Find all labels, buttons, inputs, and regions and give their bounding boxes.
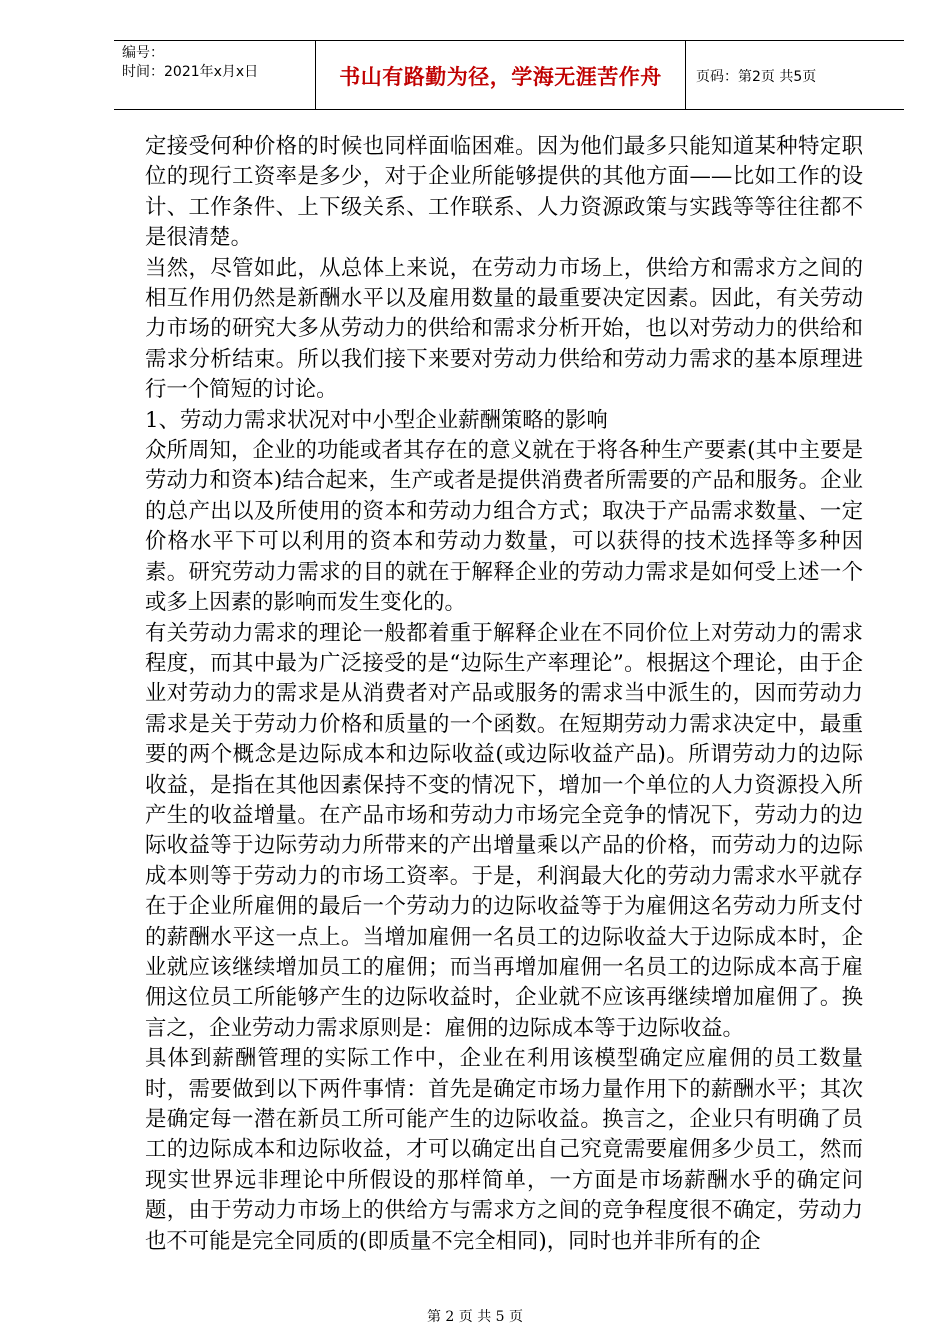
- document-number: 编号：: [122, 45, 164, 61]
- paragraph: 有关劳动力需求的理论一般都着重于解释企业在不同价位上对劳动力的需求程度，而其中最为广泛接受的是“边际生产率理论”。根据这个理论，由于企业对劳动力的需求是从消费者对产品或服务的需求当中派生的，因而劳动力需求是关于劳动力价格和质量的一个函数。在短期劳动力需求决定中，最重要的两个概念是边际成本和边际收益(或边际收益产品)。所谓劳动力的边际收益，是指在其他因素保持不变的情况下，增加一个单位的人力资源投入所产生的收益增量。在产品市场和劳动力市场完全竞争的情况下，劳动力的边际收益等于边际劳动力所带来的产出增量乘以产品的价格，而劳动力的边际成本则等于劳动力的市场工资率。于是，利润最大化的劳动力需求水平就存在于企业所雇佣的最后一个劳动力的边际收益等于为雇佣这名劳动力所支付的薪酬水平这一点上。当增加雇佣一名员工的边际收益大于边际成本时，企业就应该继续增加员工的雇佣；而当再增加雇佣一名员工的边际成本高于雇佣这位员工所能够产生的边际收益时，企业就不应该再继续增加雇佣了。换言之，企业劳动力需求原则是：雇佣的边际成本等于边际收益。: [145, 620, 863, 1041]
- paragraph: 具体到薪酬管理的实际工作中，企业在利用该模型确定应雇佣的员工数量时，需要做到以下两件事情：首先是确定市场力量作用下的薪酬水平；其次是确定每一潜在新员工所可能产生的边际收益。换言之，企业只有明确了员工的边际成本和边际收益，才可以确定出自己究竟需要雇佣多少员工，然而现实世界远非理论中所假设的那样简单，一方面是市场薪酬水乎的确定问题，由于劳动力市场上的供给方与需求方之间的竞争程度很不确定，劳动力也不可能是完全同质的(即质量不完全相同)，同时也并非所有的企: [145, 1046, 863, 1254]
- header-page-info: 页码：第2页 共5页: [696, 69, 817, 85]
- paragraph: 定接受何种价格的时候也同样面临困难。因为他们最多只能知道某种特定职位的现行工资率是多少，对于企业所能够提供的其他方面——比如工作的设计、工作条件、上下级关系、工作联系、人力资源政策与实践等等往往都不是很清楚。: [145, 134, 863, 251]
- page-footer: 第 2 页 共 5 页: [426, 1309, 524, 1325]
- page-header: [114, 40, 904, 110]
- header-meta: [114, 41, 316, 109]
- document-body: [145, 132, 863, 1257]
- paragraph: 当然，尽管如此，从总体上来说，在劳动力市场上，供给方和需求方之间的相互作用仍然是新酬水平以及雇用数量的最重要决定因素。因此，有关劳动力市场的研究大多从劳动力的供给和需求分析开始，也以对劳动力的供给和需求分析结束。所以我们接下来要对劳动力供给和劳动力需求的基本原理进行一个简短的讨论。: [145, 255, 863, 403]
- document-date: 时间：2021年x月x日: [122, 64, 259, 80]
- section-heading: 1、劳动力需求状况对中小型企业薪酬策略的影响: [145, 407, 608, 433]
- header-motto: 书山有路勤为径，学海无涯苦作舟: [316, 41, 686, 109]
- paragraph: 众所周知，企业的功能或者其存在的意义就在于将各种生产要素(其中主要是劳动力和资本)结合起来，生产或者是提供消费者所需要的产品和服务。企业的总产出以及所使用的资本和劳动力组合方式；取决于产品需求数量、一定价格水平下可以利用的资本和劳动力数量，可以获得的技术选择等多种因素。研究劳动力需求的目的就在于解释企业的劳动力需求是如何受上述一个或多上因素的影响而发生变化的。: [145, 438, 863, 616]
